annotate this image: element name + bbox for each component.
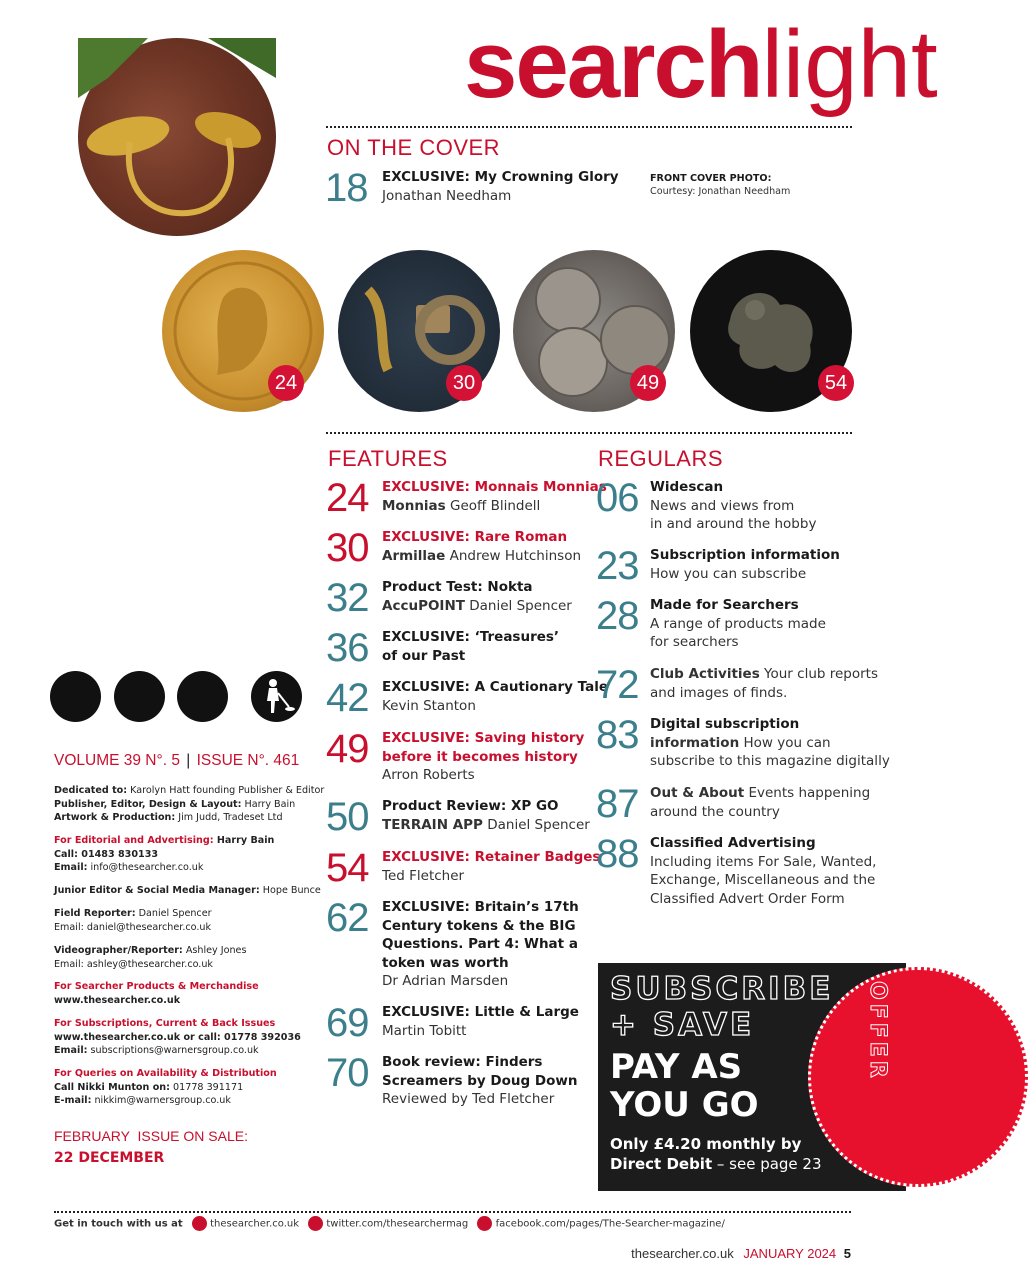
feature-num: 49 (326, 727, 369, 771)
cover-photo-label: FRONT COVER PHOTO: (650, 173, 772, 184)
credits-field (54, 907, 212, 934)
feature-title: EXCLUSIVE: Rare Roman (382, 529, 568, 545)
feature-title: EXCLUSIVE: Saving history (382, 730, 585, 746)
masthead-search: search (464, 11, 762, 118)
folio (631, 1246, 851, 1261)
credit-heading: For Queries on Availability & Distribution (54, 1068, 277, 1079)
regular-desc: subscribe to this magazine digitally (650, 753, 890, 769)
credit-value: 01483 830133 (77, 848, 159, 860)
feature-title-cont: Questions. Part 4: What a (382, 936, 578, 952)
credit-label: Call: (54, 848, 78, 860)
regular-06[interactable] (596, 476, 817, 532)
feature-title-cont: Monnias (382, 497, 446, 514)
credit-value: Jim Judd, Tradeset Ltd (175, 812, 283, 823)
ad-you-go-o: O (729, 1085, 759, 1125)
feature-author: Dr Adrian Marsden (382, 973, 509, 989)
ad-you-go (610, 1085, 759, 1125)
features-heading: FEATURES (328, 446, 448, 471)
detectorist-logo-icon (251, 671, 302, 722)
regular-title-cont: information (650, 734, 740, 751)
volume-sep: | (186, 752, 191, 769)
feature-50[interactable] (326, 795, 590, 839)
regular-num: 87 (596, 782, 639, 826)
credit-label: Field Reporter: (54, 908, 136, 919)
feature-title-cont: Armillae (382, 547, 446, 564)
regular-num: 72 (596, 663, 639, 707)
feature-30[interactable] (326, 526, 582, 570)
regular-title: Made for Searchers (650, 597, 799, 613)
credit-label: Junior Editor & Social Media Manager: (54, 885, 260, 896)
ad-see-page: – see page 23 (712, 1155, 822, 1173)
feature-author: Daniel Spencer (464, 597, 572, 614)
twitter-icon (308, 1216, 323, 1231)
divider-mid (326, 432, 852, 434)
feature-num: 54 (326, 846, 369, 890)
feature-title-cont: TERRAIN APP (382, 816, 483, 833)
folio-page-number: 5 (843, 1246, 851, 1261)
volume-line (54, 752, 299, 770)
feature-num: 36 (326, 626, 369, 670)
regular-title: Subscription information (650, 547, 840, 563)
credit-label: Email: (54, 1045, 88, 1056)
feature-title: EXCLUSIVE: A Cautionary Tale (382, 679, 609, 695)
cover-photo-credit: Courtesy: Jonathan Needham (650, 186, 791, 197)
offer-label: OFFER (865, 981, 890, 1082)
regulars-heading: REGULARS (598, 446, 724, 471)
feature-32[interactable] (326, 576, 572, 620)
credit-label: Artwork & Production: (54, 812, 176, 823)
feature-author: Martin Tobitt (382, 1022, 467, 1039)
thumb-badge-54: 54 (818, 365, 854, 401)
regular-num: 28 (596, 594, 639, 638)
feature-author: Ted Fletcher (382, 867, 465, 884)
credit-value: Karolyn Hatt founding Publisher & Editor (127, 785, 325, 796)
regular-desc: Events happening (744, 785, 871, 801)
masthead-logo (464, 10, 938, 120)
feature-author: Reviewed by Ted Fletcher (382, 1091, 555, 1107)
feature-42[interactable] (326, 676, 609, 720)
feature-title-cont: AccuPOINT (382, 597, 465, 614)
regular-23[interactable] (596, 544, 840, 588)
thumb-badge-30: 30 (446, 365, 482, 401)
regular-desc: How you can (739, 734, 831, 751)
on-sale-label: FEBRUARY ISSUE ON SALE: (54, 1128, 248, 1144)
credit-url[interactable]: www.thesearcher.co.uk (54, 994, 181, 1006)
footer-facebook-link[interactable]: facebook.com/pages/The-Searcher-magazine/ (495, 1218, 725, 1230)
feature-24[interactable] (326, 476, 607, 520)
regular-title: Classified Advertising (650, 835, 816, 851)
feature-author: Geoff Blindell (445, 497, 541, 514)
decor-dot-3 (177, 671, 228, 722)
credit-label: For Editorial and Advertising: (54, 835, 214, 846)
divider-top (326, 126, 852, 128)
feature-69[interactable] (326, 1001, 579, 1045)
regular-title: Out & About (650, 785, 745, 801)
ad-detectorist-icon (751, 1095, 777, 1121)
regular-desc: around the country (650, 803, 780, 820)
cover-photo (78, 38, 276, 236)
feature-title: Book review: Finders (382, 1054, 543, 1070)
thumb-badge-49: 49 (630, 365, 666, 401)
feature-49[interactable] (326, 727, 585, 783)
feature-title-cont: before it becomes history (382, 748, 578, 765)
cover-story-title[interactable]: EXCLUSIVE: My Crowning Glory (382, 169, 619, 185)
on-sale-date: 22 DECEMBER (54, 1150, 165, 1166)
credit-value: Hope Bunce (259, 885, 321, 896)
on-the-cover-heading: ON THE COVER (327, 135, 501, 160)
ad-pay-as: PAY AS (610, 1047, 743, 1087)
feature-author: Andrew Hutchinson (445, 547, 582, 564)
feature-num: 70 (326, 1051, 369, 1095)
credit-label: Call Nikki Munton on: (54, 1081, 170, 1093)
credit-heading: For Subscriptions, Current & Back Issues (54, 1018, 276, 1029)
regular-desc: Your club reports (759, 666, 879, 682)
facebook-icon (477, 1216, 492, 1231)
credits-junior (54, 884, 321, 898)
credit-label: Dedicated to: (54, 785, 128, 796)
feature-title-cont: token was worth (382, 954, 509, 971)
credit-email[interactable]: subscriptions@warnersgroup.co.uk (87, 1045, 259, 1056)
regular-desc: for searchers (650, 634, 739, 650)
regular-83[interactable] (596, 713, 890, 769)
regular-desc: A range of products made (650, 615, 826, 632)
regular-87[interactable] (596, 782, 871, 826)
regular-72[interactable] (596, 663, 879, 707)
credits-queries (54, 1067, 277, 1108)
feature-title-cont: of our Past (382, 647, 466, 664)
credits-subscriptions (54, 1017, 301, 1058)
folio-site: thesearcher.co.uk (631, 1246, 734, 1261)
feature-author: Kevin Stanton (382, 697, 476, 714)
feature-54[interactable] (326, 846, 601, 890)
offer-circle (808, 967, 1028, 1187)
feature-70[interactable] (326, 1051, 578, 1107)
footer-contact (54, 1216, 725, 1231)
decor-dot-1 (50, 671, 101, 722)
credit-value: Daniel Spencer (135, 908, 212, 919)
feature-num: 62 (326, 896, 369, 940)
folio-date: JANUARY 2024 (743, 1246, 837, 1261)
regular-desc: in and around the hobby (650, 516, 817, 532)
subscribe-ad[interactable] (598, 963, 906, 1191)
feature-title-cont: Century tokens & the BIG (382, 917, 576, 934)
credits-staff (54, 784, 324, 825)
feature-num: 69 (326, 1001, 369, 1045)
website-icon (192, 1216, 207, 1231)
credit-value: Harry Bain (213, 835, 275, 846)
credit-value[interactable]: www.thesearcher.co.uk or call: 01778 392036 (54, 1031, 301, 1043)
footer-website-link[interactable]: thesearcher.co.uk (210, 1218, 299, 1230)
feature-title: EXCLUSIVE: Retainer Badges (382, 849, 601, 865)
regular-desc: How you can subscribe (650, 565, 807, 582)
regular-desc: Exchange, Miscellaneous and the (650, 872, 876, 888)
cover-story-author: Jonathan Needham (382, 188, 512, 204)
feature-title: EXCLUSIVE: ‘Treasures’ (382, 629, 560, 645)
regular-28[interactable] (596, 594, 826, 650)
regular-88[interactable] (596, 832, 877, 907)
feature-62[interactable] (326, 896, 579, 989)
credit-label: Email: (54, 862, 88, 873)
feature-36[interactable] (326, 626, 560, 670)
feature-num: 30 (326, 526, 369, 570)
ad-subscribe: SUBSCRIBE (610, 971, 834, 1007)
regular-title: Widescan (650, 479, 724, 495)
issue-number: ISSUE N°. 461 (196, 752, 300, 769)
feature-num: 50 (326, 795, 369, 839)
credit-value: Ashley Jones (182, 945, 247, 956)
regular-desc: Classified Advert Order Form (650, 890, 845, 907)
ad-price: Only £4.20 monthly by (610, 1135, 802, 1153)
feature-title-cont: Screamers by Doug Down (382, 1072, 578, 1089)
footer-twitter-link[interactable]: twitter.com/thesearchermag (326, 1218, 469, 1230)
feature-title: EXCLUSIVE: Britain’s 17th (382, 899, 579, 915)
credits-video (54, 944, 246, 971)
decor-dot-2 (114, 671, 165, 722)
ad-method: Direct Debit (610, 1155, 713, 1173)
feature-author: Daniel Spencer (482, 816, 590, 833)
credit-heading: For Searcher Products & Merchandise (54, 981, 259, 992)
regular-num: 23 (596, 544, 639, 588)
credits-products (54, 980, 259, 1007)
credit-label: Videographer/Reporter: (54, 945, 183, 956)
ad-you-go-text: YOU G (610, 1085, 730, 1125)
feature-title: EXCLUSIVE: Monnais Monnias (382, 479, 607, 495)
credit-label: E-mail: (54, 1095, 92, 1106)
credit-email[interactable]: info@thesearcher.co.uk (87, 862, 204, 873)
feature-title: EXCLUSIVE: Little & Large (382, 1004, 579, 1020)
feature-num: 32 (326, 576, 369, 620)
credits-editorial (54, 834, 274, 875)
feature-title: Product Test: Nokta (382, 579, 533, 595)
regular-title: Club Activities (650, 666, 760, 682)
credit-value: Harry Bain (241, 798, 296, 810)
feature-author: Arron Roberts (382, 767, 475, 783)
credit-email[interactable]: Email: daniel@thesearcher.co.uk (54, 921, 212, 933)
regular-num: 88 (596, 832, 639, 876)
regular-desc: News and views from (650, 497, 795, 514)
ad-method-line (610, 1155, 822, 1173)
divider-footer (54, 1211, 851, 1213)
regular-title: Digital subscription (650, 716, 800, 732)
credit-email[interactable]: Email: ashley@thesearcher.co.uk (54, 958, 213, 970)
feature-num: 42 (326, 676, 369, 720)
regular-desc: Including items For Sale, Wanted, (650, 853, 877, 870)
cover-page-number: 18 (325, 166, 368, 210)
credit-email[interactable]: nikkim@warnersgroup.co.uk (91, 1095, 231, 1106)
regular-desc: and images of finds. (650, 684, 788, 701)
regular-num: 06 (596, 476, 639, 520)
credit-value: 01778 391171 (169, 1081, 244, 1093)
volume-number: VOLUME 39 N°. 5 (54, 752, 180, 769)
ad-save: + SAVE (610, 1007, 755, 1043)
feature-title: Product Review: XP GO (382, 798, 559, 814)
thumb-badge-24: 24 (268, 365, 304, 401)
credit-label: Publisher, Editor, Design & Layout: (54, 798, 242, 810)
contact-label: Get in touch with us at (54, 1218, 183, 1230)
regular-num: 83 (596, 713, 639, 757)
masthead-light: light (761, 11, 938, 118)
feature-num: 24 (326, 476, 369, 520)
